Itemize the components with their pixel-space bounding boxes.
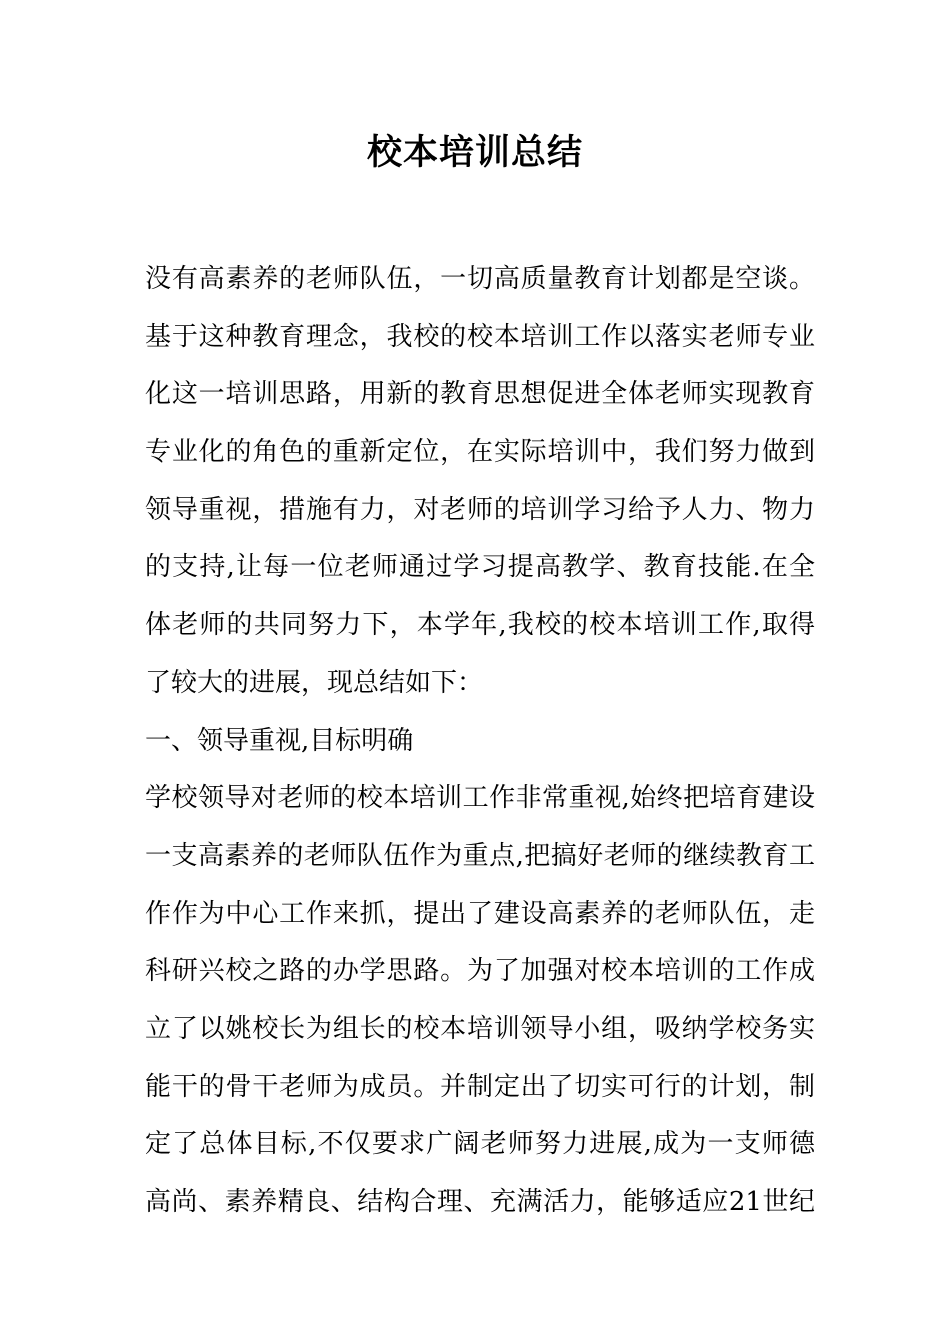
document-body <box>145 254 815 1235</box>
body-line: 了较大的进展，现总结如下： <box>145 667 484 698</box>
body-line: 领导重视，措施有力，对老师的培训学习给予人力、物力 <box>145 494 815 525</box>
body-line: 作作为中心工作来抓，提出了建设高素养的老师队伍，走 <box>145 898 815 929</box>
body-line: 一支高素养的老师队伍作为重点,把搞好老师的继续教育工 <box>145 840 815 871</box>
body-line: 高尚、素养精良、结构合理、充满活力，能够适应21世纪 <box>145 1187 815 1217</box>
body-line: 科研兴校之路的办学思路。为了加强对校本培训的工作成 <box>145 956 815 987</box>
body-line: 能干的骨干老师为成员。并制定出了切实可行的计划，制 <box>145 1071 815 1102</box>
section-heading: 一、领导重视,目标明确 <box>145 725 414 756</box>
body-line: 定了总体目标,不仅要求广阔老师努力进展,成为一支师德 <box>145 1129 815 1160</box>
body-line: 没有高素养的老师队伍，一切高质量教育计划都是空谈。 <box>145 264 815 294</box>
body-line: 学校领导对老师的校本培训工作非常重视,始终把培育建设 <box>145 783 815 814</box>
body-line: 基于这种教育理念，我校的校本培训工作以落实老师专业 <box>145 321 815 352</box>
body-line: 化这一培训思路，用新的教育思想促进全体老师实现教育 <box>145 379 815 410</box>
document-title: 校本培训总结 <box>366 132 583 173</box>
body-line: 的支持,让每一位老师通过学习提高教学、教育技能.在全 <box>145 552 815 583</box>
body-line: 专业化的角色的重新定位，在实际培训中，我们努力做到 <box>145 437 815 468</box>
body-line: 体老师的共同努力下，本学年,我校的校本培训工作,取得 <box>145 610 815 641</box>
body-line: 立了以姚校长为组长的校本培训领导小组，吸纳学校务实 <box>145 1013 815 1044</box>
